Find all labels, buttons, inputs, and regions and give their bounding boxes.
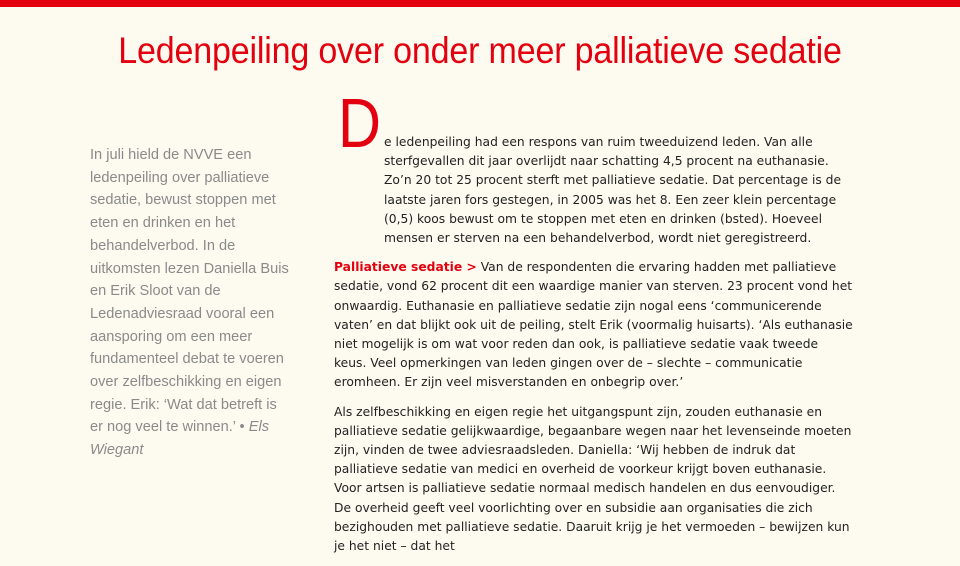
article-paragraph-3: Als zelfbeschikking en eigen regie het uitgangspunt zijn, zouden euthanasie en palliatieve sedatie gelijkwaardige, begaanbare wegen naar het levenseinde moeten zijn, vinden de twee adviesraadsleden. Daniella: ‘Wij hebben de indruk dat palliatieve sedatie van medici en overheid de voorkeur krijgt boven euthanasie. Voor artsen is palliatieve sedatie normaal medisch handelen en dus eenvoudiger. De overheid geeft veel voorlichting over en subsidie aan organisaties die zich bezighouden met palliatieve sedatie. Daaruit krijg je het vermoeden – bewijzen kun je het niet – dat het (334, 404, 852, 554)
article-paragraph-2 (334, 258, 854, 392)
article-body (334, 133, 854, 566)
page-title: Ledenpeiling over onder meer palliatieve sedatie (118, 30, 842, 71)
drop-cap: D (338, 84, 381, 162)
intro-body: In juli hield de NVVE een ledenpeiling over palliatieve sedatie, bewust stoppen met eten en drinken en het behandelverbod. In de uitkomsten lezen Daniella Buis en Erik Sloot van de Ledenadviesraad vooral een aansporing om een meer fundamenteel debat te voeren over zelfbeschikking en eigen regie. Erik: ‘Wat dat betreft is er nog veel te winnen.’ • (90, 147, 289, 436)
intro-text (90, 144, 290, 462)
intro-author: Els Wiegant (90, 419, 269, 459)
article-paragraph-1: e ledenpeiling had een respons van ruim tweeduizend leden. Van alle sterfgevallen dit jaar overlijdt naar schatting 4,5 procent na euthanasie. Zo’n 20 tot 25 procent sterft met palliatieve sedatie. Dat percentage is de laatste jaren fors gestegen, in 2005 was het 8. Een zeer klein percentage (0,5) koos bewust om te stoppen met eten en drinken (bsted). Hoeveel mensen er sterven na een behandelverbod, wordt niet geregistreerd. (384, 135, 842, 246)
article-paragraph-2-text: Van de respondenten die ervaring hadden met palliatieve sedatie, vond 62 procent dit een waardige manier van sterven. 23 procent vond het onwaardig. Euthanasie en palliatieve sedatie zijn nogal eens ‘communicerende vaten’ en dat blijkt ook uit de peiling, stelt Erik (voormalig huisarts). ‘Als euthanasie niet mogelijk is om wat voor reden dan ook, is palliatieve sedatie vaak tweede keus. Veel opmerkingen van leden gingen over de – slechte – communicatie eromheen. Er zijn veel misverstanden en onbegrip over.’ (334, 260, 853, 390)
subhead-palliatieve-sedatie: Palliatieve sedatie > (334, 260, 477, 275)
top-accent-bar (0, 0, 960, 7)
